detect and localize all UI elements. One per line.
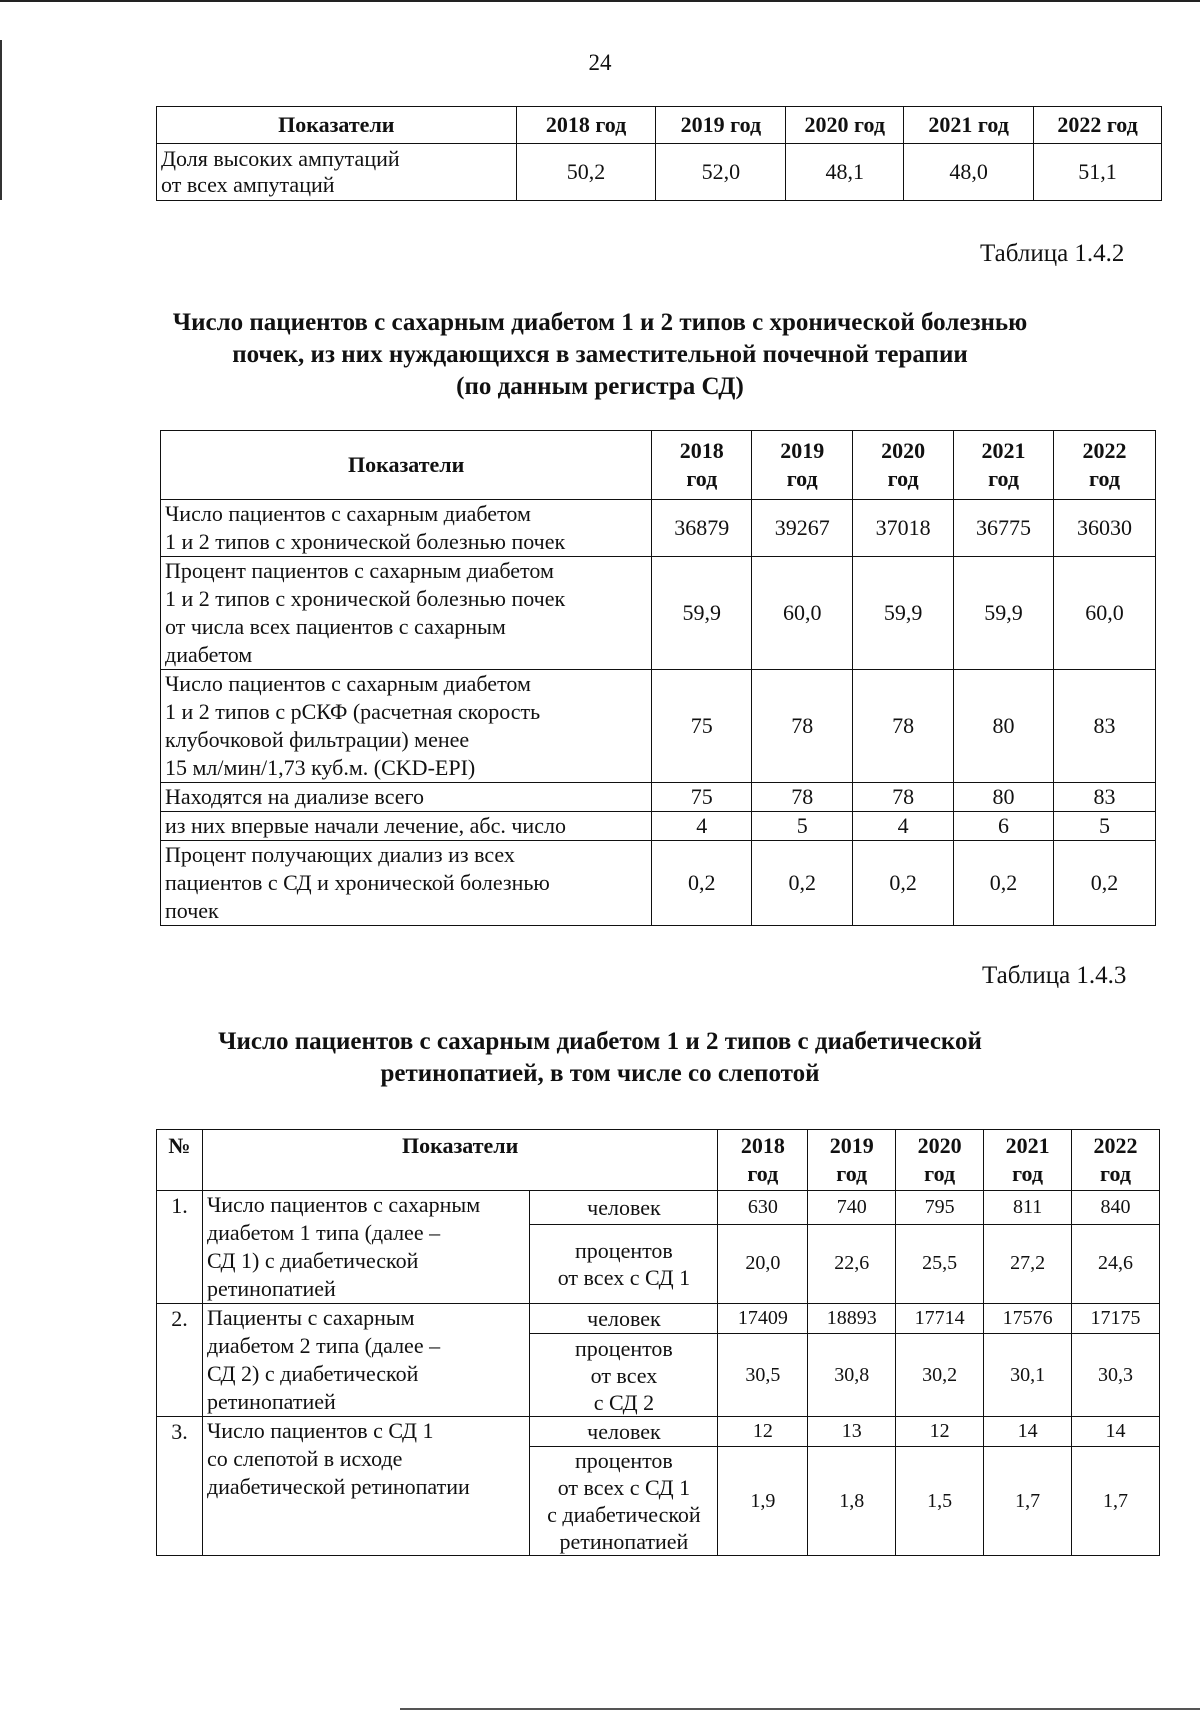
label-line: диабетом 2 типа (далее – bbox=[206, 1333, 441, 1358]
value-cell: 59,9 bbox=[652, 557, 752, 670]
header-cell bbox=[652, 431, 752, 500]
unit-line: с СД 2 bbox=[593, 1389, 655, 1415]
label-line: ретинопатией bbox=[206, 1389, 336, 1414]
value-cell: 36879 bbox=[652, 500, 752, 557]
value-cell: 24,6 bbox=[1072, 1224, 1160, 1303]
value-cell: 20,0 bbox=[718, 1224, 808, 1303]
table-title bbox=[0, 307, 1200, 403]
value-cell: 6 bbox=[954, 812, 1054, 841]
header-cell bbox=[984, 1130, 1072, 1191]
label-line: Пациенты с сахарным bbox=[206, 1305, 415, 1330]
header-cell: Показатели bbox=[202, 1130, 717, 1191]
header-cell bbox=[954, 431, 1054, 500]
value-cell: 0,2 bbox=[652, 841, 752, 926]
row-label bbox=[161, 812, 652, 841]
year: 2021 bbox=[1005, 1133, 1050, 1158]
value-cell: 75 bbox=[652, 783, 752, 812]
value-cell: 1,7 bbox=[1072, 1447, 1160, 1556]
header-cell bbox=[1054, 431, 1156, 500]
unit-cell bbox=[530, 1191, 718, 1225]
row-label bbox=[157, 144, 517, 201]
year: 2020 bbox=[881, 438, 926, 463]
year-suffix: год bbox=[747, 1161, 779, 1186]
unit-line: процентов bbox=[575, 1335, 673, 1361]
unit-cell bbox=[530, 1334, 718, 1417]
header-cell: 2018 год bbox=[516, 107, 656, 144]
value-cell: 1,8 bbox=[808, 1447, 896, 1556]
label-line: со слепотой в исходе bbox=[206, 1446, 403, 1471]
label-line: 1 и 2 типов с хронической болезнью почек bbox=[165, 529, 566, 554]
value-cell: 36030 bbox=[1054, 500, 1156, 557]
header-cell: 2021 год bbox=[904, 107, 1034, 144]
label-line: Процент пациентов с сахарным диабетом bbox=[165, 558, 554, 583]
unit-line: человек bbox=[587, 1194, 661, 1220]
year: 2018 bbox=[679, 438, 724, 463]
table-row bbox=[157, 1191, 1160, 1225]
value-cell: 30,5 bbox=[718, 1334, 808, 1417]
header-cell bbox=[752, 431, 853, 500]
value-cell: 80 bbox=[954, 783, 1054, 812]
unit-line: человек bbox=[587, 1419, 661, 1444]
label-line: Число пациентов с СД 1 bbox=[206, 1418, 434, 1443]
label-line: от числа всех пациентов с сахарным bbox=[165, 614, 506, 639]
value-cell: 59,9 bbox=[954, 557, 1054, 670]
value-cell: 30,3 bbox=[1072, 1334, 1160, 1417]
value-cell: 48,1 bbox=[786, 144, 904, 201]
row-label bbox=[202, 1417, 530, 1556]
table-row bbox=[161, 557, 1156, 670]
retinopathy-table bbox=[156, 1129, 1160, 1556]
row-label bbox=[202, 1304, 530, 1417]
label-line: СД 1) с диабетической bbox=[206, 1248, 419, 1273]
unit-line: от всех bbox=[590, 1362, 658, 1388]
page-number: 24 bbox=[588, 50, 612, 75]
value-cell: 27,2 bbox=[984, 1224, 1072, 1303]
header-cell: Показатели bbox=[157, 107, 517, 144]
table-label: Таблица 1.4.2 bbox=[980, 240, 1125, 267]
row-label bbox=[161, 670, 652, 783]
header-cell: 2020 год bbox=[786, 107, 904, 144]
label-line: Доля высоких ампутаций bbox=[161, 146, 400, 171]
label-line: СД 2) с диабетической bbox=[206, 1361, 419, 1386]
label-line: Число пациентов с сахарным bbox=[206, 1192, 481, 1217]
label-line: 15 мл/мин/1,73 куб.м. (CKD-EPI) bbox=[165, 755, 476, 780]
year: 2019 bbox=[829, 1133, 874, 1158]
year-suffix: год bbox=[988, 466, 1020, 491]
label-line: клубочковой фильтрации) менее bbox=[165, 727, 470, 752]
unit-cell bbox=[530, 1224, 718, 1303]
table-row bbox=[157, 1417, 1160, 1447]
label-line: Находятся на диализе всего bbox=[165, 784, 424, 809]
value-cell: 78 bbox=[853, 670, 954, 783]
value-cell: 17409 bbox=[718, 1304, 808, 1334]
row-number: 3. bbox=[157, 1417, 203, 1556]
header-cell bbox=[853, 431, 954, 500]
value-cell: 17175 bbox=[1072, 1304, 1160, 1334]
year-suffix: год bbox=[924, 1161, 956, 1186]
title-line: Число пациентов с сахарным диабетом 1 и 2 типов с диабетической bbox=[218, 1028, 982, 1055]
value-cell: 14 bbox=[1072, 1417, 1160, 1447]
year: 2018 bbox=[740, 1133, 785, 1158]
header-cell bbox=[718, 1130, 808, 1191]
year: 2021 bbox=[981, 438, 1026, 463]
label-line: диабетом bbox=[165, 642, 253, 667]
row-label bbox=[161, 557, 652, 670]
value-cell: 14 bbox=[984, 1417, 1072, 1447]
unit-line: человек bbox=[587, 1306, 661, 1332]
table-row bbox=[161, 812, 1156, 841]
scan-bottom-border bbox=[400, 1708, 1200, 1710]
value-cell: 30,2 bbox=[896, 1334, 984, 1417]
year-suffix: год bbox=[686, 466, 718, 491]
header-cell: 2019 год bbox=[656, 107, 786, 144]
value-cell: 12 bbox=[718, 1417, 808, 1447]
label-line: Число пациентов с сахарным диабетом bbox=[165, 671, 531, 696]
unit-line: процентов bbox=[575, 1237, 673, 1263]
unit-line: с диабетической bbox=[547, 1502, 701, 1527]
value-cell: 1,7 bbox=[984, 1447, 1072, 1556]
value-cell: 22,6 bbox=[808, 1224, 896, 1303]
year: 2022 bbox=[1082, 438, 1127, 463]
table-header-row bbox=[161, 431, 1156, 500]
unit-line: ретинопатией bbox=[559, 1529, 689, 1554]
value-cell: 0,2 bbox=[954, 841, 1054, 926]
value-cell: 80 bbox=[954, 670, 1054, 783]
table-label: Таблица 1.4.3 bbox=[982, 962, 1127, 989]
row-label bbox=[161, 841, 652, 926]
header-cell: № bbox=[157, 1130, 203, 1191]
row-label bbox=[202, 1191, 530, 1304]
table-title bbox=[0, 1026, 1200, 1090]
label-line: пациентов с СД и хронической болезнью bbox=[165, 870, 550, 895]
value-cell: 18893 bbox=[808, 1304, 896, 1334]
label-line: диабетом 1 типа (далее – bbox=[206, 1220, 441, 1245]
value-cell: 39267 bbox=[752, 500, 853, 557]
value-cell: 4 bbox=[853, 812, 954, 841]
table-row bbox=[161, 670, 1156, 783]
value-cell: 30,1 bbox=[984, 1334, 1072, 1417]
table-row bbox=[161, 783, 1156, 812]
value-cell: 50,2 bbox=[516, 144, 656, 201]
value-cell: 37018 bbox=[853, 500, 954, 557]
row-label bbox=[161, 783, 652, 812]
value-cell: 17576 bbox=[984, 1304, 1072, 1334]
label-line: 1 и 2 типов с рСКФ (расчетная скорость bbox=[165, 699, 541, 724]
value-cell: 30,8 bbox=[808, 1334, 896, 1417]
value-cell: 12 bbox=[896, 1417, 984, 1447]
table-row bbox=[157, 144, 1162, 201]
year-suffix: год bbox=[887, 466, 919, 491]
value-cell: 4 bbox=[652, 812, 752, 841]
value-cell: 78 bbox=[853, 783, 954, 812]
value-cell: 0,2 bbox=[853, 841, 954, 926]
row-number: 1. bbox=[157, 1191, 203, 1304]
title-line: ретинопатией, в том числе со слепотой bbox=[380, 1060, 820, 1087]
value-cell: 78 bbox=[752, 670, 853, 783]
table-row bbox=[157, 1304, 1160, 1334]
label-line: от всех ампутаций bbox=[161, 172, 335, 197]
value-cell: 811 bbox=[984, 1191, 1072, 1225]
ckd-table bbox=[160, 430, 1156, 926]
value-cell: 1,5 bbox=[896, 1447, 984, 1556]
label-line: из них впервые начали лечение, абс. число bbox=[165, 813, 566, 838]
value-cell: 59,9 bbox=[853, 557, 954, 670]
value-cell: 75 bbox=[652, 670, 752, 783]
table-header-row bbox=[157, 107, 1162, 144]
label-line: Процент получающих диализ из всех bbox=[165, 842, 515, 867]
value-cell: 25,5 bbox=[896, 1224, 984, 1303]
header-cell bbox=[896, 1130, 984, 1191]
value-cell: 78 bbox=[752, 783, 853, 812]
title-line: Число пациентов с сахарным диабетом 1 и 2 типов с хронической болезнью bbox=[172, 309, 1028, 336]
table-row bbox=[161, 841, 1156, 926]
title-line: (по данным регистра СД) bbox=[456, 373, 744, 400]
table-body bbox=[157, 1191, 1160, 1556]
year-suffix: год bbox=[1100, 1161, 1131, 1186]
value-cell: 630 bbox=[718, 1191, 808, 1225]
value-cell: 83 bbox=[1054, 670, 1156, 783]
label-line: почек bbox=[165, 898, 219, 923]
year-suffix: год bbox=[1012, 1161, 1044, 1186]
year-suffix: год bbox=[1089, 466, 1120, 491]
value-cell: 51,1 bbox=[1034, 144, 1162, 201]
value-cell: 0,2 bbox=[752, 841, 853, 926]
header-cell: Показатели bbox=[161, 431, 652, 500]
year: 2020 bbox=[917, 1133, 962, 1158]
unit-cell bbox=[530, 1304, 718, 1334]
scan-top-border bbox=[0, 0, 1200, 2]
unit-line: от всех с СД 1 bbox=[557, 1475, 691, 1500]
year-suffix: год bbox=[836, 1161, 868, 1186]
value-cell: 52,0 bbox=[656, 144, 786, 201]
unit-line: процентов bbox=[575, 1448, 673, 1473]
table-header-row bbox=[157, 1130, 1160, 1191]
value-cell: 740 bbox=[808, 1191, 896, 1225]
label-line: диабетической ретинопатии bbox=[206, 1474, 470, 1499]
label-line: 1 и 2 типов с хронической болезнью почек bbox=[165, 586, 566, 611]
value-cell: 1,9 bbox=[718, 1447, 808, 1556]
header-cell bbox=[1072, 1130, 1160, 1191]
year: 2019 bbox=[780, 438, 825, 463]
table-row bbox=[161, 500, 1156, 557]
row-label bbox=[161, 500, 652, 557]
value-cell: 60,0 bbox=[752, 557, 853, 670]
unit-line: от всех с СД 1 bbox=[557, 1264, 691, 1290]
label-line: ретинопатией bbox=[206, 1276, 336, 1301]
title-line: почек, из них нуждающихся в заместительной почечной терапии bbox=[232, 341, 968, 368]
value-cell: 5 bbox=[1054, 812, 1156, 841]
value-cell: 0,2 bbox=[1054, 841, 1156, 926]
unit-cell bbox=[530, 1417, 718, 1447]
table-body bbox=[161, 500, 1156, 926]
value-cell: 5 bbox=[752, 812, 853, 841]
value-cell: 60,0 bbox=[1054, 557, 1156, 670]
value-cell: 83 bbox=[1054, 783, 1156, 812]
value-cell: 840 bbox=[1072, 1191, 1160, 1225]
row-number: 2. bbox=[157, 1304, 203, 1417]
header-cell bbox=[808, 1130, 896, 1191]
unit-cell bbox=[530, 1447, 718, 1556]
header-cell: 2022 год bbox=[1034, 107, 1162, 144]
amputation-table bbox=[156, 106, 1162, 201]
value-cell: 13 bbox=[808, 1417, 896, 1447]
label-line: Число пациентов с сахарным диабетом bbox=[165, 501, 531, 526]
value-cell: 795 bbox=[896, 1191, 984, 1225]
year: 2022 bbox=[1093, 1133, 1138, 1158]
year-suffix: год bbox=[786, 466, 818, 491]
value-cell: 48,0 bbox=[904, 144, 1034, 201]
value-cell: 17714 bbox=[896, 1304, 984, 1334]
value-cell: 36775 bbox=[954, 500, 1054, 557]
